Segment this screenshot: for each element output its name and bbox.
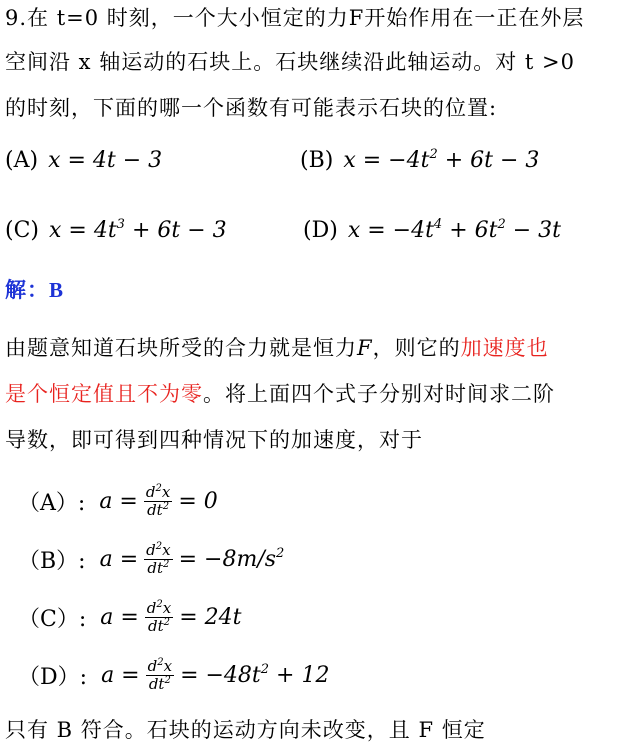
option-b-expr-pre: x = −4t [343, 148, 430, 173]
option-c-label: (C) [5, 218, 39, 243]
derivative-b-lhs: a = [99, 546, 139, 572]
option-a-expr: x = 4t − 3 [48, 148, 163, 173]
derivative-b [18, 534, 284, 584]
derivative-a-rhs: = 0 [178, 488, 218, 514]
derivative-b-rhs: = $-8m/s^2$ [178, 545, 285, 572]
option-d [303, 216, 561, 246]
option-c [5, 216, 227, 246]
solution-force-symbol: F [357, 336, 373, 360]
option-c-exp: 3 [116, 217, 125, 232]
solution-highlight-2: 是个恒定值且不为零 [5, 382, 203, 406]
derivative-a-label: （A）: [18, 490, 86, 516]
option-c-expr-pre: x = 4t [49, 218, 117, 243]
derivative-b-fraction: $\frac{d^2x}{dt^2}$ [146, 540, 171, 577]
problem-line-3: 的时刻，下面的哪一个函数有可能表示石块的位置: [5, 96, 498, 120]
option-a-label: (A) [5, 148, 39, 173]
derivative-d-fraction: $\frac{d^2x}{dt^2}$ [147, 656, 173, 693]
option-d-expr-mid: + 6t [442, 218, 498, 243]
option-d-expr-post: − 3t [505, 218, 562, 243]
problem-line-1: 9.在 t=0 时刻，一个大小恒定的力F开始作用在一正在外层 [5, 6, 585, 30]
solution-conclusion: 只有 B 符合。石块的运动方向未改变，且 F 恒定 [5, 718, 486, 742]
option-b [300, 146, 539, 176]
derivative-d [18, 650, 329, 700]
derivative-c-rhs: = 24t [179, 604, 242, 630]
derivative-c [18, 592, 242, 642]
option-d-exp2: 2 [497, 217, 506, 232]
derivative-a [18, 476, 218, 526]
derivative-c-label: （C）: [18, 606, 87, 632]
option-d-label: (D) [303, 218, 338, 243]
solution-line-2 [5, 380, 555, 408]
derivative-a-lhs: a = [99, 488, 138, 514]
problem-line-2: 空间沿 x 轴运动的石块上。石块继续沿此轴运动。对 t >0 [5, 50, 575, 74]
derivative-b-label: （B）: [18, 548, 86, 574]
option-b-exp: 2 [429, 147, 438, 162]
option-d-expr-pre: x = −4t [347, 218, 434, 243]
derivative-c-lhs: a = [100, 604, 139, 630]
option-b-label: (B) [300, 148, 334, 173]
solution-p1-pre: 由题意知道石块所受的合力就是恒力 [5, 336, 357, 360]
derivative-d-label: （D）: [18, 664, 88, 690]
derivative-d-lhs: a = [101, 662, 140, 688]
derivative-c-fraction: $\frac{d^2x}{dt^2}$ [146, 598, 172, 635]
solution-line-3: 导数，即可得到四种情况下的加速度，对于 [5, 428, 423, 452]
option-a [5, 146, 162, 176]
option-b-expr-post: + 6t − 3 [437, 148, 540, 173]
solution-p2-post: 。将上面四个式子分别对时间求二阶 [203, 382, 555, 406]
option-d-exp1: 4 [433, 217, 443, 232]
solution-line-1 [5, 334, 549, 362]
solution-label: 解：B [5, 278, 65, 302]
solution-highlight-1: 加速度也 [460, 336, 549, 360]
solution-p1-post: ，则它的 [372, 336, 461, 360]
derivative-d-rhs: = $-48t^2 + 12$ [180, 661, 330, 688]
derivative-a-fraction: $\frac{d^2x}{dt^2}$ [145, 482, 171, 519]
option-c-expr-post: + 6t − 3 [124, 218, 227, 243]
